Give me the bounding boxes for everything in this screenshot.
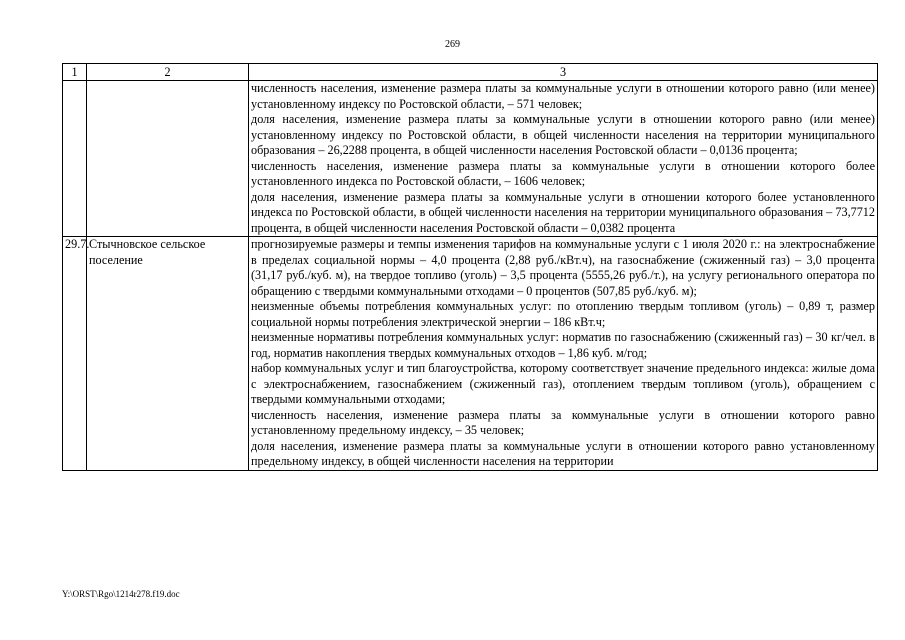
page-number: 269 (445, 39, 460, 50)
paragraph: доля населения, изменение размера платы за коммунальные услуги в отношении которого равно (или менее) установленному индексу по Ростовской области, в общей численности населения на территории муниципального образования – 26,2288 процента, в общей численности населения Ростовской области – 0,0136 процента; (251, 112, 875, 157)
document-file-path: Y:\ORST\Rgo\1214r278.f19.doc (62, 589, 180, 599)
column-header-2: 2 (87, 64, 249, 81)
row-number-cell: 29.7. (63, 237, 87, 471)
paragraph: неизменные объемы потребления коммунальных услуг: по отоплению твердым топливом (уголь) – 0,89 т, размер социальной нормы потребления электрической энергии – 186 кВт.ч; (251, 299, 875, 329)
row-number-cell (63, 81, 87, 237)
paragraph: численность населения, изменение размера платы за коммунальные услуги в отношении которого равно установленному предельному индексу, – 35 человек; (251, 407, 875, 437)
paragraph: численность населения, изменение размера платы за коммунальные услуги в отношении которого более установленного индекса по Ростовской области, – 1606 человек; (251, 158, 875, 188)
table-row (63, 237, 878, 471)
table-header-row (63, 64, 878, 81)
tariff-table (62, 63, 878, 471)
paragraph: прогнозируемые размеры и темпы изменения тарифов на коммунальные услуги с 1 июля 2020 г.: на электроснабжение в пределах социальной нормы – 4,0 процента (2,88 руб./кВт.ч), на газоснабжение (сжиженный газ) – 3,0 процента (31,17 руб./куб. м), на твердое топливо (уголь) – 3,5 процента (5555,26 руб./т.), на услугу регионального оператора по обращению с твердыми коммунальными отходами – 0 процентов (507,85 руб./куб. м); (251, 237, 875, 298)
column-header-1: 1 (63, 64, 87, 81)
paragraph: численность населения, изменение размера платы за коммунальные услуги в отношении которого равно (или менее) установленному индексу по Ростовской области, – 571 человек; (251, 81, 875, 111)
indicator-text-cell (249, 237, 878, 471)
paragraph: доля населения, изменение размера платы за коммунальные услуги в отношении которого более установленного индекса по Ростовской области, в общей численности населения на территории муниципального образования – 73,7712 процента, в общей численности населения Ростовской области – 0,0382 процента (251, 189, 875, 235)
table-row (63, 81, 878, 237)
paragraph: набор коммунальных услуг и тип благоустройства, которому соответствует значение предельного индекса: жилые дома с электроснабжением, газоснабжением (сжиженный газ), отоплением твердым топливом (уголь), обращением с твердыми коммунальными отходами; (251, 361, 875, 406)
indicator-text-cell (249, 81, 878, 237)
paragraph: доля населения, изменение размера платы за коммунальные услуги в отношении которого равно установленному предельному индексу, в общей численности населения на территории (251, 438, 875, 468)
settlement-name-cell (87, 81, 249, 237)
settlement-name-cell: Стычновское сельское поселение (87, 237, 249, 471)
paragraph: неизменные нормативы потребления коммунальных услуг: норматив по газоснабжению (сжиженный газ) – 30 кг/чел. в год, норматив накопления твердых коммунальных отходов – 1,86 куб. м/год; (251, 330, 875, 360)
column-header-3: 3 (249, 64, 878, 81)
